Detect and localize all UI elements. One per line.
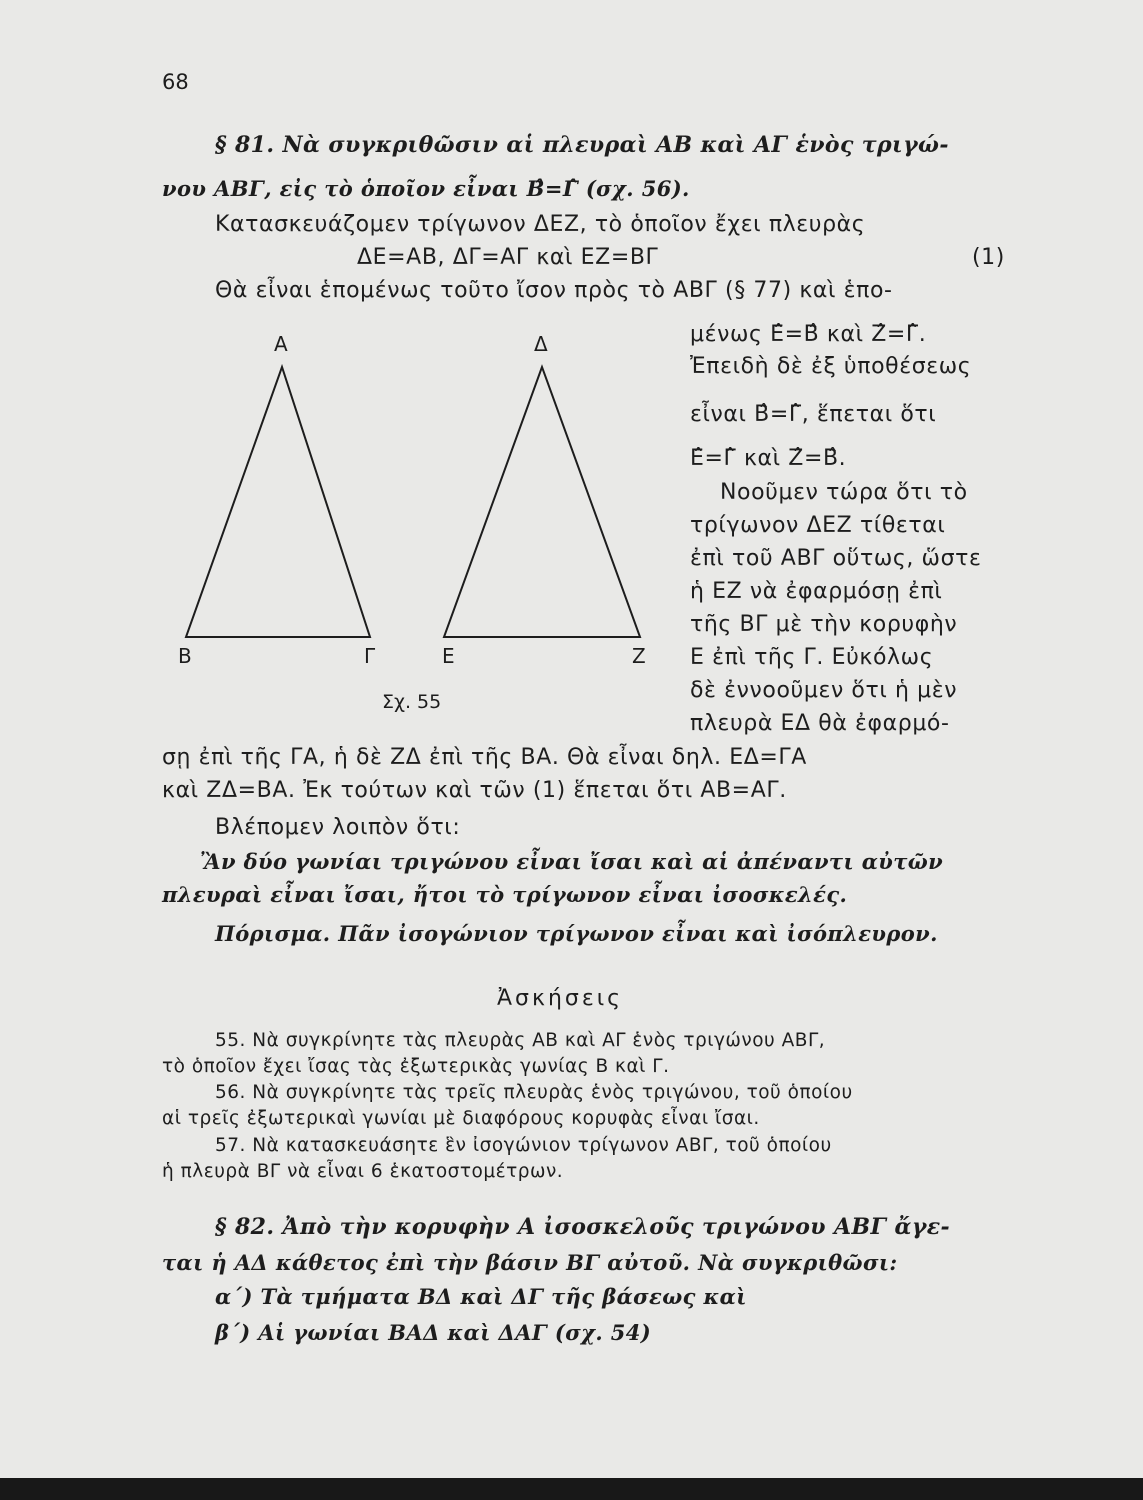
label-zeta: Ζ: [632, 644, 646, 668]
section-82-line4: β΄) Αἱ γωνίαι ΒΑΔ καὶ ΔΑΓ (σχ. 54): [215, 1320, 652, 1345]
section-82-line1: § 82. Ἀπὸ τὴν κορυφὴν Α ἰσοσκελοῦς τριγώνου ΑΒΓ ἄγε-: [215, 1214, 951, 1240]
page-number: 68: [162, 70, 189, 94]
figure-55: [160, 325, 670, 725]
right-line-11: δὲ ἐννοοῦμεν ὅτι ἡ μὲν: [690, 678, 958, 703]
para-consequently: Θὰ εἶναι ἑπομένως τοῦτο ἴσον πρὸς τὸ ΑΒΓ (§ 77) καὶ ἑπο-: [215, 278, 893, 303]
exercises-heading: Ἀσκήσεις: [497, 986, 624, 1011]
label-beta: Β: [178, 644, 192, 668]
exercise-57-line2: ἡ πλευρὰ ΒΓ νὰ εἶναι 6 ἑκατοστομέτρων.: [162, 1161, 564, 1182]
section-82-line3: α΄) Τὰ τμήματα ΒΔ καὶ ΔΓ τῆς βάσεως καὶ: [215, 1284, 747, 1309]
exercise-55-line2: τὸ ὁποῖον ἔχει ἴσας τὰς ἐξωτερικὰς γωνίας Β καὶ Γ.: [162, 1056, 670, 1077]
right-line-2: Ἐπειδὴ δὲ ἐξ ὑποθέσεως: [690, 354, 972, 379]
figure-caption: Σχ. 55: [382, 691, 442, 713]
equation-1: ΔΕ=ΑΒ, ΔΓ=ΑΓ καὶ ΕΖ=ΒΓ: [357, 245, 659, 270]
right-line-12: πλευρὰ ΕΔ θὰ ἐφαρμό-: [690, 711, 950, 736]
right-line-8: ἡ ΕΖ νὰ ἐφαρμόσῃ ἐπὶ: [690, 579, 943, 604]
right-line-9: τῆς ΒΓ μὲ τὴν κορυφὴν: [690, 612, 958, 637]
section-82-line2: ται ἡ ΑΔ κάθετος ἐπὶ τὴν βάσιν ΒΓ αὐτοῦ. Νὰ συγκριθῶσι:: [162, 1250, 898, 1275]
right-line-1: μένως Ε̂=Β̂ καὶ Ζ̂=Γ̂.: [690, 322, 927, 347]
para-we-see: Βλέπομεν λοιπὸν ὅτι:: [215, 815, 461, 840]
exercise-56-line2: αἱ τρεῖς ἐξωτερικαὶ γωνίαι μὲ διαφόρους κορυφὰς εἶναι ἴσαι.: [162, 1108, 760, 1129]
equation-1-ref: (1): [972, 245, 1005, 270]
triangle-dez: [444, 367, 640, 637]
triangle-abg: [186, 367, 370, 637]
right-line-4: Ε̂=Γ̂ καὶ Ζ̂=Β̂.: [690, 446, 847, 471]
para-continue-2: καὶ ΖΔ=ΒΑ. Ἐκ τούτων καὶ τῶν (1) ἕπεται ὅτι ΑΒ=ΑΓ.: [162, 778, 787, 803]
theorem-line-2: πλευραὶ εἶναι ἴσαι, ἤτοι τὸ τρίγωνον εἶναι ἰσοσκελές.: [162, 882, 848, 907]
label-delta: Δ: [534, 332, 548, 356]
right-line-7: ἐπὶ τοῦ ΑΒΓ οὕτως, ὥστε: [690, 546, 982, 571]
exercise-57-line1: 57. Νὰ κατασκευάσητε ἓν ἰσογώνιον τρίγωνον ΑΒΓ, τοῦ ὁποίου: [215, 1135, 832, 1156]
exercise-56-line1: 56. Νὰ συγκρίνητε τὰς τρεῖς πλευρὰς ἑνὸς τριγώνου, τοῦ ὁποίου: [215, 1082, 853, 1103]
exercise-55-line1: 55. Νὰ συγκρίνητε τὰς πλευρὰς ΑΒ καὶ ΑΓ ἑνὸς τριγώνου ΑΒΓ,: [215, 1030, 826, 1051]
label-alpha: Α: [274, 332, 288, 356]
section-81-line2: νου ΑΒΓ, εἰς τὸ ὁποῖον εἶναι Β̂=Γ̂ (σχ. 56).: [162, 176, 690, 201]
scan-edge: [0, 1478, 1143, 1500]
label-epsilon: Ε: [442, 644, 455, 668]
section-81-line1: § 81. Νὰ συγκριθῶσιν αἱ πλευραὶ ΑΒ καὶ ΑΓ ἑνὸς τριγώ-: [215, 132, 949, 158]
label-gamma: Γ: [364, 644, 376, 668]
theorem-line-1: Ἂν δύο γωνίαι τριγώνου εἶναι ἴσαι καὶ αἱ ἀπέναντι αὐτῶν: [200, 849, 944, 874]
para-construct: Κατασκευάζομεν τρίγωνον ΔΕΖ, τὸ ὁποῖον ἔχει πλευρὰς: [215, 212, 866, 237]
para-continue-1: σῃ ἐπὶ τῆς ΓΑ, ἡ δὲ ΖΔ ἐπὶ τῆς ΒΑ. Θὰ εἶναι δηλ. ΕΔ=ΓΑ: [162, 745, 807, 770]
right-line-3: εἶναι Β̂=Γ̂, ἕπεται ὅτι: [690, 402, 937, 427]
right-line-5: Νοοῦμεν τώρα ὅτι τὸ: [720, 480, 968, 505]
corollary: Πόρισμα. Πᾶν ἰσογώνιον τρίγωνον εἶναι καὶ ἰσόπλευρον.: [215, 921, 938, 946]
right-line-10: Ε ἐπὶ τῆς Γ. Εὐκόλως: [690, 645, 934, 670]
right-line-6: τρίγωνον ΔΕΖ τίθεται: [690, 513, 946, 538]
